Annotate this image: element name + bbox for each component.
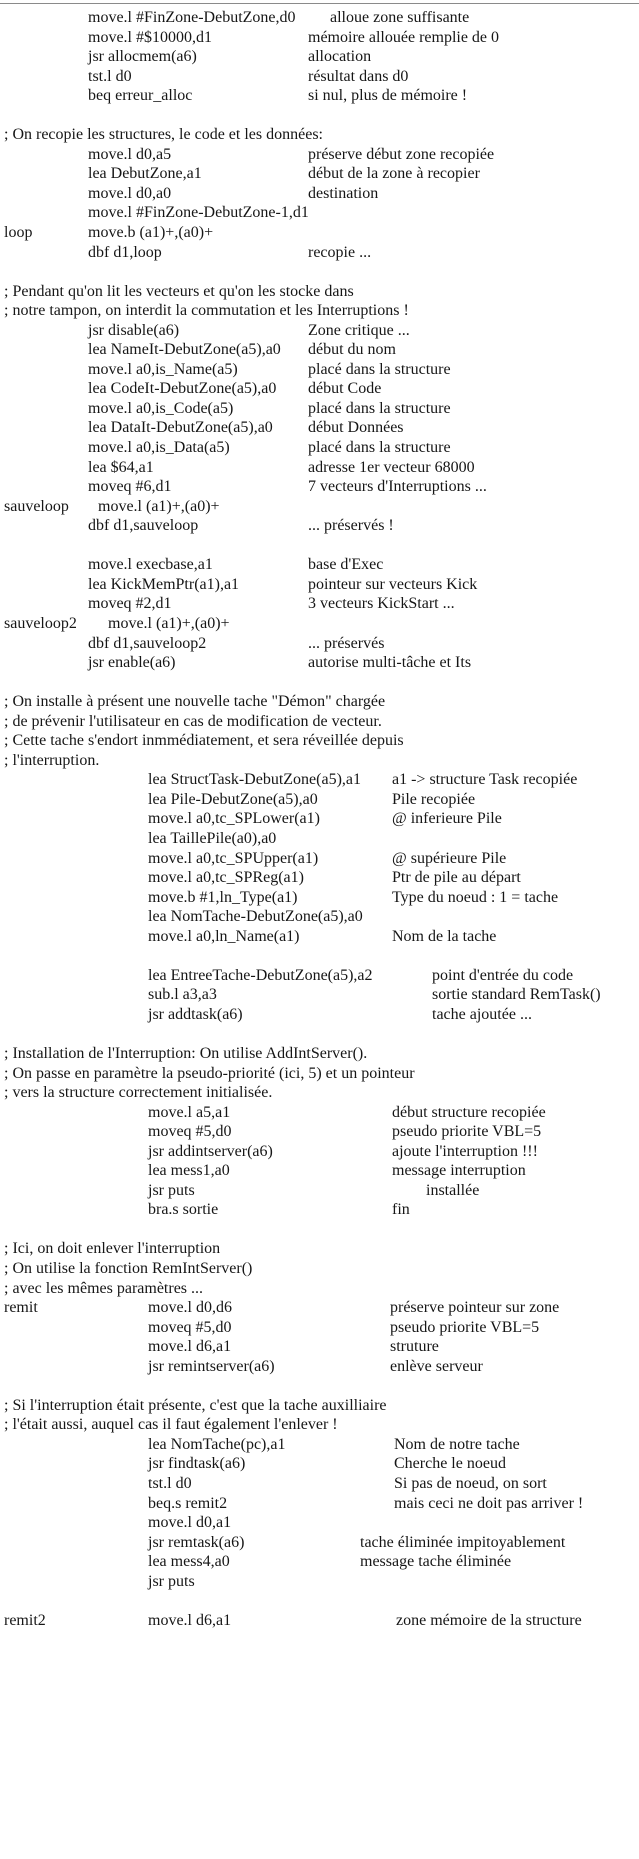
assembly-listing (0, 8, 639, 1630)
listing-line (0, 1279, 639, 1299)
code-instruction: lea KickMemPtr(a1),a1 (88, 575, 240, 593)
listing-line (0, 399, 639, 419)
listing-line (0, 438, 639, 458)
listing-line (0, 1435, 639, 1455)
code-comment: Type du noeud : 1 = tache (392, 888, 559, 906)
code-comment: début Code (308, 380, 382, 398)
listing-line (0, 634, 639, 654)
line-label: remit2 (4, 1611, 46, 1629)
comment-line: ; vers la structure correctement initialisée. (4, 1084, 273, 1102)
code-comment: fin (392, 1201, 410, 1219)
listing-line (0, 203, 639, 223)
code-instruction: move.l #FinZone-DebutZone-1,d1 (88, 204, 309, 222)
code-comment: pseudo priorite VBL=5 (392, 1123, 542, 1141)
code-comment: préserve pointeur sur zone (390, 1299, 560, 1317)
listing-line (0, 516, 639, 536)
code-comment: Nom de notre tache (394, 1435, 520, 1453)
listing-line (0, 575, 639, 595)
code-instruction: move.l d0,d6 (148, 1299, 232, 1317)
listing-line (0, 47, 639, 67)
listing-line (0, 301, 639, 321)
code-comment: point d'entrée du code (432, 966, 574, 984)
listing-line (0, 927, 639, 947)
listing-line (0, 829, 639, 849)
code-comment: si nul, plus de mémoire ! (308, 87, 468, 105)
listing-line (0, 1239, 639, 1259)
listing-line (0, 477, 639, 497)
comment-line: ; Pendant qu'on lit les vecteurs et qu'on les stocke dans (4, 282, 354, 300)
listing-line (0, 1181, 639, 1201)
code-instruction: lea DebutZone,a1 (88, 165, 202, 183)
listing-line (0, 1259, 639, 1279)
code-comment: pointeur sur vecteurs Kick (308, 575, 478, 593)
code-instruction: move.l a5,a1 (148, 1103, 231, 1121)
listing-line (0, 418, 639, 438)
listing-line (0, 1552, 639, 1572)
comment-line: ; On installe à présent une nouvelle tache "Démon" chargée (4, 693, 386, 711)
listing-line (0, 164, 639, 184)
code-instruction: jsr puts (148, 1572, 195, 1590)
code-comment: Nom de la tache (392, 927, 497, 945)
listing-line (0, 1494, 639, 1514)
code-comment: tache éliminée impitoyablement (360, 1533, 566, 1551)
code-instruction: moveq #6,d1 (88, 478, 172, 496)
code-instruction: move.l d0,a0 (88, 184, 172, 202)
listing-line (0, 184, 639, 204)
listing-line (0, 555, 639, 575)
code-instruction: move.b #1,ln_Type(a1) (148, 888, 298, 906)
listing-line (0, 1591, 639, 1611)
code-instruction: sub.l a3,a3 (148, 986, 217, 1004)
code-instruction: jsr enable(a6) (88, 654, 176, 672)
code-comment: message interruption (392, 1162, 526, 1180)
listing-line (0, 985, 639, 1005)
listing-line (0, 1376, 639, 1396)
code-instruction: move.l #FinZone-DebutZone,d0 (88, 9, 296, 26)
listing-line (0, 966, 639, 986)
code-instruction: move.l a0,ln_Name(a1) (148, 927, 300, 945)
listing-line (0, 1415, 639, 1435)
listing-line (0, 712, 639, 732)
code-comment: placé dans la structure (308, 439, 451, 457)
code-instruction: dbf d1,sauveloop2 (88, 634, 207, 652)
code-instruction: move.l execbase,a1 (88, 556, 213, 574)
code-comment: destination (308, 184, 379, 202)
listing-line (0, 849, 639, 869)
listing-line (0, 1142, 639, 1162)
listing-line (0, 379, 639, 399)
listing-line (0, 1611, 639, 1631)
code-instruction: moveq #5,d0 (148, 1318, 232, 1336)
code-comment: autorise multi-tâche et Its (308, 654, 472, 672)
code-comment: enlève serveur (390, 1357, 483, 1375)
listing-line (0, 907, 639, 927)
listing-line (0, 653, 639, 673)
listing-line (0, 1513, 639, 1533)
listing-line (0, 946, 639, 966)
listing-line (0, 67, 639, 87)
comment-line: ; de prévenir l'utilisateur en cas de modification de vecteur. (4, 712, 382, 730)
listing-line (0, 8, 639, 28)
code-instruction: beq erreur_alloc (88, 87, 193, 105)
code-comment: placé dans la structure (308, 360, 451, 378)
code-comment: Si pas de noeud, on sort (394, 1475, 547, 1493)
listing-line (0, 125, 639, 145)
listing-line (0, 262, 639, 282)
code-comment: ... préservés ! (308, 517, 394, 535)
code-comment: Pile recopiée (392, 790, 476, 808)
code-instruction: dbf d1,loop (88, 243, 162, 261)
code-instruction: lea DataIt-DebutZone(a5),a0 (88, 419, 273, 437)
code-instruction: move.l d0,a5 (88, 145, 172, 163)
code-comment: début du nom (308, 341, 396, 359)
listing-line (0, 692, 639, 712)
listing-line (0, 1005, 639, 1025)
code-instruction: move.l a0,tc_SPLower(a1) (148, 810, 320, 828)
listing-line (0, 1533, 639, 1553)
code-comment: Zone critique ... (308, 321, 410, 339)
code-comment: installée (426, 1181, 480, 1199)
listing-line (0, 145, 639, 165)
code-instruction: lea NomTache(pc),a1 (148, 1435, 286, 1453)
code-comment: Cherche le noeud (394, 1455, 506, 1473)
listing-line (0, 1298, 639, 1318)
line-label: loop (4, 224, 33, 242)
code-instruction: move.l (a1)+,(a0)+ (98, 497, 220, 515)
code-instruction: jsr addintserver(a6) (148, 1142, 273, 1160)
code-comment: @ inferieure Pile (392, 810, 502, 828)
code-instruction: lea mess4,a0 (148, 1553, 230, 1571)
code-instruction: jsr findtask(a6) (148, 1455, 246, 1473)
listing-line (0, 1044, 639, 1064)
comment-line: ; avec les mêmes paramètres ... (4, 1279, 204, 1297)
code-instruction: move.l a0,is_Name(a5) (88, 360, 238, 378)
code-instruction: tst.l d0 (88, 67, 132, 85)
listing-line (0, 751, 639, 771)
comment-line: ; Ici, on doit enlever l'interruption (4, 1240, 221, 1258)
listing-line (0, 673, 639, 693)
listing-line (0, 497, 639, 517)
listing-line (0, 536, 639, 556)
listing-line (0, 594, 639, 614)
comment-line: ; On utilise la fonction RemIntServer() (4, 1260, 253, 1277)
comment-line: ; l'interruption. (4, 751, 100, 769)
top-rule (0, 3, 639, 4)
code-comment: début de la zone à recopier (308, 165, 480, 183)
code-instruction: move.l a0,tc_SPUpper(a1) (148, 849, 319, 867)
listing-line (0, 1454, 639, 1474)
code-instruction: move.l a0,is_Data(a5) (88, 439, 230, 457)
code-instruction: lea StructTask-DebutZone(a5),a1 (148, 771, 362, 789)
comment-line: ; On recopie les structures, le code et les données: (4, 126, 323, 144)
code-comment: résultat dans d0 (308, 67, 409, 85)
code-comment: pseudo priorite VBL=5 (390, 1318, 540, 1336)
code-comment: Ptr de pile au départ (392, 869, 521, 887)
code-instruction: jsr allocmem(a6) (88, 48, 197, 66)
code-instruction: lea Pile-DebutZone(a5),a0 (148, 790, 318, 808)
comment-line: ; l'était aussi, auquel cas il faut également l'enlever ! (4, 1416, 338, 1434)
code-comment: a1 -> structure Task recopiée (392, 771, 578, 789)
code-instruction: move.l d6,a1 (148, 1611, 232, 1629)
listing-line (0, 223, 639, 243)
code-instruction: bra.s sortie (148, 1201, 219, 1219)
listing-line (0, 1161, 639, 1181)
code-instruction: moveq #2,d1 (88, 595, 172, 613)
code-instruction: move.l #$10000,d1 (88, 28, 212, 46)
code-instruction: jsr remtask(a6) (148, 1533, 245, 1551)
code-comment: 3 vecteurs KickStart ... (308, 595, 455, 613)
line-label: remit (4, 1299, 38, 1317)
listing-line (0, 28, 639, 48)
listing-line (0, 282, 639, 302)
listing-line (0, 1220, 639, 1240)
listing-line (0, 731, 639, 751)
comment-line: ; Si l'interruption était présente, c'est que la tache auxilliaire (4, 1396, 387, 1414)
listing-line (0, 1083, 639, 1103)
code-comment: placé dans la structure (308, 399, 451, 417)
code-comment: alloue zone suffisante (330, 9, 470, 26)
code-comment: zone mémoire de la structure (396, 1611, 582, 1629)
code-comment: adresse 1er vecteur 68000 (308, 458, 475, 476)
listing-line (0, 614, 639, 634)
code-instruction: lea NomTache-DebutZone(a5),a0 (148, 908, 363, 926)
code-instruction: tst.l d0 (148, 1475, 192, 1493)
code-instruction: lea NameIt-DebutZone(a5),a0 (88, 341, 281, 359)
listing-line (0, 1396, 639, 1416)
line-label: sauveloop2 (4, 614, 77, 632)
code-comment: sortie standard RemTask() (432, 986, 601, 1004)
comment-line: ; On passe en paramètre la pseudo-priorité (ici, 5) et un pointeur (4, 1064, 415, 1082)
code-comment: préserve début zone recopiée (308, 145, 495, 163)
code-instruction: lea $64,a1 (88, 458, 154, 476)
code-instruction: lea EntreeTache-DebutZone(a5),a2 (148, 966, 373, 984)
code-instruction: beq.s remit2 (148, 1494, 228, 1512)
listing-line (0, 809, 639, 829)
code-instruction: move.l d6,a1 (148, 1338, 232, 1356)
comment-line: ; Cette tache s'endort inmmédiatement, et sera réveillée depuis (4, 732, 404, 750)
listing-line (0, 1337, 639, 1357)
code-comment: ... préservés (308, 634, 385, 652)
code-instruction: jsr disable(a6) (88, 321, 180, 339)
code-comment: struture (390, 1338, 439, 1356)
listing-line (0, 1122, 639, 1142)
code-instruction: jsr puts (148, 1181, 195, 1199)
code-instruction: dbf d1,sauveloop (88, 517, 199, 535)
listing-line (0, 243, 639, 263)
listing-line (0, 770, 639, 790)
listing-line (0, 790, 639, 810)
code-instruction: move.l a0,is_Code(a5) (88, 399, 234, 417)
code-comment: allocation (308, 48, 372, 66)
code-comment: @ supérieure Pile (392, 849, 507, 867)
code-instruction: moveq #5,d0 (148, 1123, 232, 1141)
line-label: sauveloop (4, 497, 69, 515)
code-instruction: lea mess1,a0 (148, 1162, 230, 1180)
listing-line (0, 458, 639, 478)
code-instruction: move.l a0,tc_SPReg(a1) (148, 869, 304, 887)
code-instruction: lea TaillePile(a0),a0 (148, 829, 277, 847)
code-comment: message tache éliminée (360, 1553, 512, 1571)
listing-line (0, 1357, 639, 1377)
listing-line (0, 106, 639, 126)
listing-line (0, 1200, 639, 1220)
code-instruction: move.l (a1)+,(a0)+ (108, 614, 230, 632)
listing-line (0, 1064, 639, 1084)
code-instruction: move.l d0,a1 (148, 1514, 232, 1532)
comment-line: ; notre tampon, on interdit la commutation et les Interruptions ! (4, 302, 409, 320)
listing-line (0, 321, 639, 341)
code-comment: début structure recopiée (392, 1103, 546, 1121)
listing-line (0, 1474, 639, 1494)
code-comment: base d'Exec (308, 556, 384, 574)
code-comment: recopie ... (308, 243, 372, 261)
comment-line: ; Installation de l'Interruption: On utilise AddIntServer(). (4, 1044, 368, 1062)
code-instruction: move.b (a1)+,(a0)+ (88, 224, 214, 242)
code-comment: tache ajoutée ... (432, 1005, 532, 1023)
code-comment: mais ceci ne doit pas arriver ! (394, 1494, 584, 1512)
listing-line (0, 868, 639, 888)
listing-line (0, 1318, 639, 1338)
code-instruction: jsr remintserver(a6) (148, 1357, 275, 1375)
listing-line (0, 1103, 639, 1123)
listing-line (0, 86, 639, 106)
listing-line (0, 888, 639, 908)
listing-line (0, 360, 639, 380)
code-instruction: lea CodeIt-DebutZone(a5),a0 (88, 380, 277, 398)
code-instruction: jsr addtask(a6) (148, 1005, 243, 1023)
listing-line (0, 340, 639, 360)
code-comment: mémoire allouée remplie de 0 (308, 28, 500, 46)
code-comment: début Données (308, 419, 404, 437)
listing-line (0, 1572, 639, 1592)
listing-line (0, 1024, 639, 1044)
code-comment: ajoute l'interruption !!! (392, 1142, 538, 1160)
code-comment: 7 vecteurs d'Interruptions ... (308, 478, 487, 496)
